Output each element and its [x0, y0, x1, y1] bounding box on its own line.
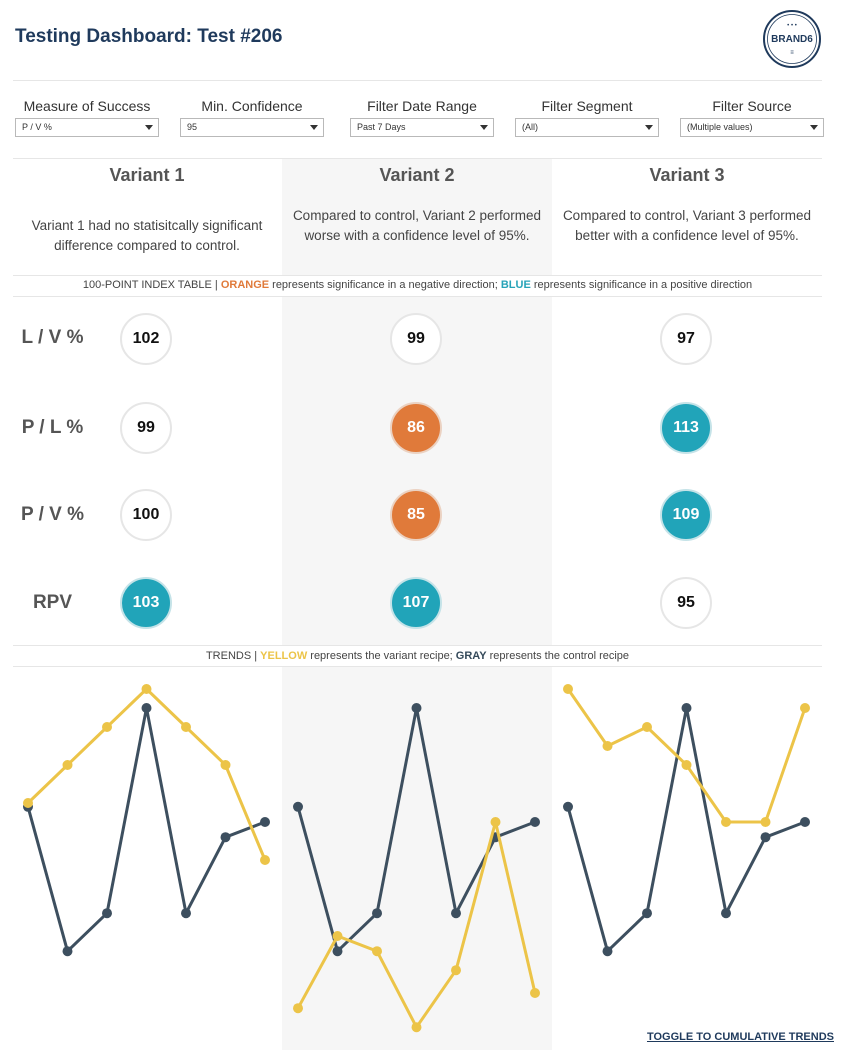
brand-logo [762, 9, 822, 69]
filter-min-confidence [180, 96, 324, 137]
filter-value: (All) [522, 122, 538, 132]
trend-line-control-panel-1 [28, 708, 265, 951]
trends-legend-gray: GRAY [455, 650, 487, 662]
filter-label: Min. Confidence [201, 98, 303, 114]
index-legend-middle: represents significance in a negative direction; [269, 279, 501, 291]
trend-point-control-panel-2-3 [372, 908, 382, 918]
trend-point-variant-panel-2-1 [293, 1003, 303, 1013]
trend-point-variant-panel-3-3 [642, 722, 652, 732]
trend-point-control-panel-1-7 [260, 817, 270, 827]
index-circle-rpv-variant-1: 103 [120, 577, 172, 629]
filter-value: Past 7 Days [357, 122, 406, 132]
trends-legend-suffix: represents the control recipe [486, 650, 630, 662]
index-circle-lv-variant-3: 97 [660, 313, 712, 365]
filter-segment [515, 96, 659, 137]
index-legend-top-divider [13, 275, 822, 276]
trend-point-control-panel-3-3 [642, 908, 652, 918]
page-title: Testing Dashboard: Test #206 [15, 26, 283, 47]
trend-point-variant-panel-1-7 [260, 855, 270, 865]
variant-1-description: Variant 1 had no statisitcally significant difference compared to control. [31, 218, 263, 253]
trend-point-variant-panel-3-7 [800, 703, 810, 713]
metric-label-lv: L / V % [21, 327, 84, 348]
trend-point-variant-panel-2-6 [491, 817, 501, 827]
trends-legend [13, 650, 822, 662]
trend-charts [0, 670, 846, 1050]
logo-dots: • • • [787, 23, 797, 29]
trend-point-variant-panel-3-2 [603, 741, 613, 751]
trend-point-control-panel-1-3 [102, 908, 112, 918]
trend-point-variant-panel-2-7 [530, 988, 540, 998]
trend-point-variant-panel-3-6 [761, 817, 771, 827]
filter-value: 95 [187, 122, 198, 132]
trend-point-variant-panel-1-1 [23, 798, 33, 808]
measure-of-success-select[interactable] [15, 118, 159, 137]
trends-legend-top-divider [13, 645, 822, 646]
trend-point-variant-panel-1-5 [181, 722, 191, 732]
trend-point-control-panel-3-1 [563, 802, 573, 812]
source-select[interactable] [680, 118, 824, 137]
chevron-down-icon [480, 125, 488, 130]
trend-point-control-panel-2-2 [333, 946, 343, 956]
index-legend-suffix: represents significance in a positive direction [530, 279, 753, 291]
trend-point-control-panel-3-5 [721, 908, 731, 918]
variant-3-description: Compared to control, Variant 3 performed better with a confidence level of 95%. [562, 208, 812, 243]
trend-point-variant-panel-1-6 [221, 760, 231, 770]
trend-point-control-panel-1-5 [181, 908, 191, 918]
index-circle-pv-variant-1: 100 [120, 489, 172, 541]
trend-point-control-panel-1-2 [63, 946, 73, 956]
logo-mark: ≡ [790, 50, 794, 56]
filter-label: Filter Date Range [367, 98, 477, 114]
filter-label: Filter Segment [541, 98, 633, 114]
header-divider [13, 80, 822, 81]
filter-label: Filter Source [712, 98, 792, 114]
trend-point-variant-panel-2-2 [333, 931, 343, 941]
index-legend-prefix: 100-POINT INDEX TABLE | [82, 279, 221, 291]
trend-point-variant-panel-1-2 [63, 760, 73, 770]
trend-point-variant-panel-3-5 [721, 817, 731, 827]
index-circle-pl-variant-2: 86 [390, 402, 442, 454]
filter-source [680, 96, 824, 137]
trends-legend-bottom-divider [13, 666, 822, 667]
trend-point-control-panel-2-4 [412, 703, 422, 713]
trend-point-variant-panel-2-3 [372, 946, 382, 956]
trend-point-variant-panel-1-3 [102, 722, 112, 732]
min-confidence-select[interactable] [180, 118, 324, 137]
chevron-down-icon [810, 125, 818, 130]
filter-value: P / V % [22, 122, 52, 132]
index-circle-pl-variant-3: 113 [660, 402, 712, 454]
trend-point-control-panel-3-4 [682, 703, 692, 713]
trend-point-control-panel-1-4 [142, 703, 152, 713]
trend-point-control-panel-2-1 [293, 802, 303, 812]
index-circle-lv-variant-2: 99 [390, 313, 442, 365]
date-range-select[interactable] [350, 118, 494, 137]
trend-point-control-panel-2-5 [451, 908, 461, 918]
index-circle-rpv-variant-2: 107 [390, 577, 442, 629]
index-legend-blue: BLUE [500, 279, 531, 291]
index-circle-pl-variant-1: 99 [120, 402, 172, 454]
variant-2-description: Compared to control, Variant 2 performed worse with a confidence level of 95%. [292, 208, 542, 243]
trend-point-variant-panel-2-4 [412, 1022, 422, 1032]
chevron-down-icon [310, 125, 318, 130]
chevron-down-icon [645, 125, 653, 130]
chevron-down-icon [145, 125, 153, 130]
trend-point-control-panel-3-6 [761, 832, 771, 842]
index-legend-orange: ORANGE [220, 279, 270, 291]
filter-measure-of-success [15, 96, 159, 137]
trends-legend-prefix: TRENDS | [205, 650, 261, 662]
toggle-cumulative-trends-link[interactable]: TOGGLE TO CUMULATIVE TRENDS [646, 1031, 834, 1043]
index-circle-pv-variant-3: 109 [660, 489, 712, 541]
trend-point-control-panel-3-2 [603, 946, 613, 956]
trends-legend-middle: represents the variant recipe; [307, 650, 456, 662]
filter-label: Measure of Success [23, 98, 151, 114]
index-legend-bottom-divider [13, 296, 822, 297]
index-circle-lv-variant-1: 102 [120, 313, 172, 365]
variant-1-title: Variant 1 [109, 165, 185, 185]
metric-label-rpv: RPV [32, 592, 73, 613]
index-circle-pv-variant-2: 85 [390, 489, 442, 541]
trend-line-control-panel-2 [298, 708, 535, 951]
filter-date-range [350, 96, 494, 137]
trend-point-variant-panel-3-4 [682, 760, 692, 770]
trends-legend-yellow: YELLOW [260, 650, 308, 662]
trend-point-control-panel-2-7 [530, 817, 540, 827]
trend-point-control-panel-3-7 [800, 817, 810, 827]
filter-value: (Multiple values) [687, 122, 753, 132]
trend-point-variant-panel-2-5 [451, 965, 461, 975]
trend-line-variant-panel-2 [298, 822, 535, 1027]
variant-3-title: Variant 3 [649, 165, 725, 185]
logo-text: BRAND6 [771, 34, 813, 45]
metric-label-pv: P / V % [20, 504, 84, 525]
metric-label-pl: P / L % [21, 417, 84, 438]
variant-2-title: Variant 2 [379, 165, 455, 185]
segment-select[interactable] [515, 118, 659, 137]
trend-point-variant-panel-1-4 [142, 684, 152, 694]
index-circle-rpv-variant-3: 95 [660, 577, 712, 629]
trend-point-control-panel-1-6 [221, 832, 231, 842]
trend-point-variant-panel-3-1 [563, 684, 573, 694]
index-legend [13, 279, 822, 291]
